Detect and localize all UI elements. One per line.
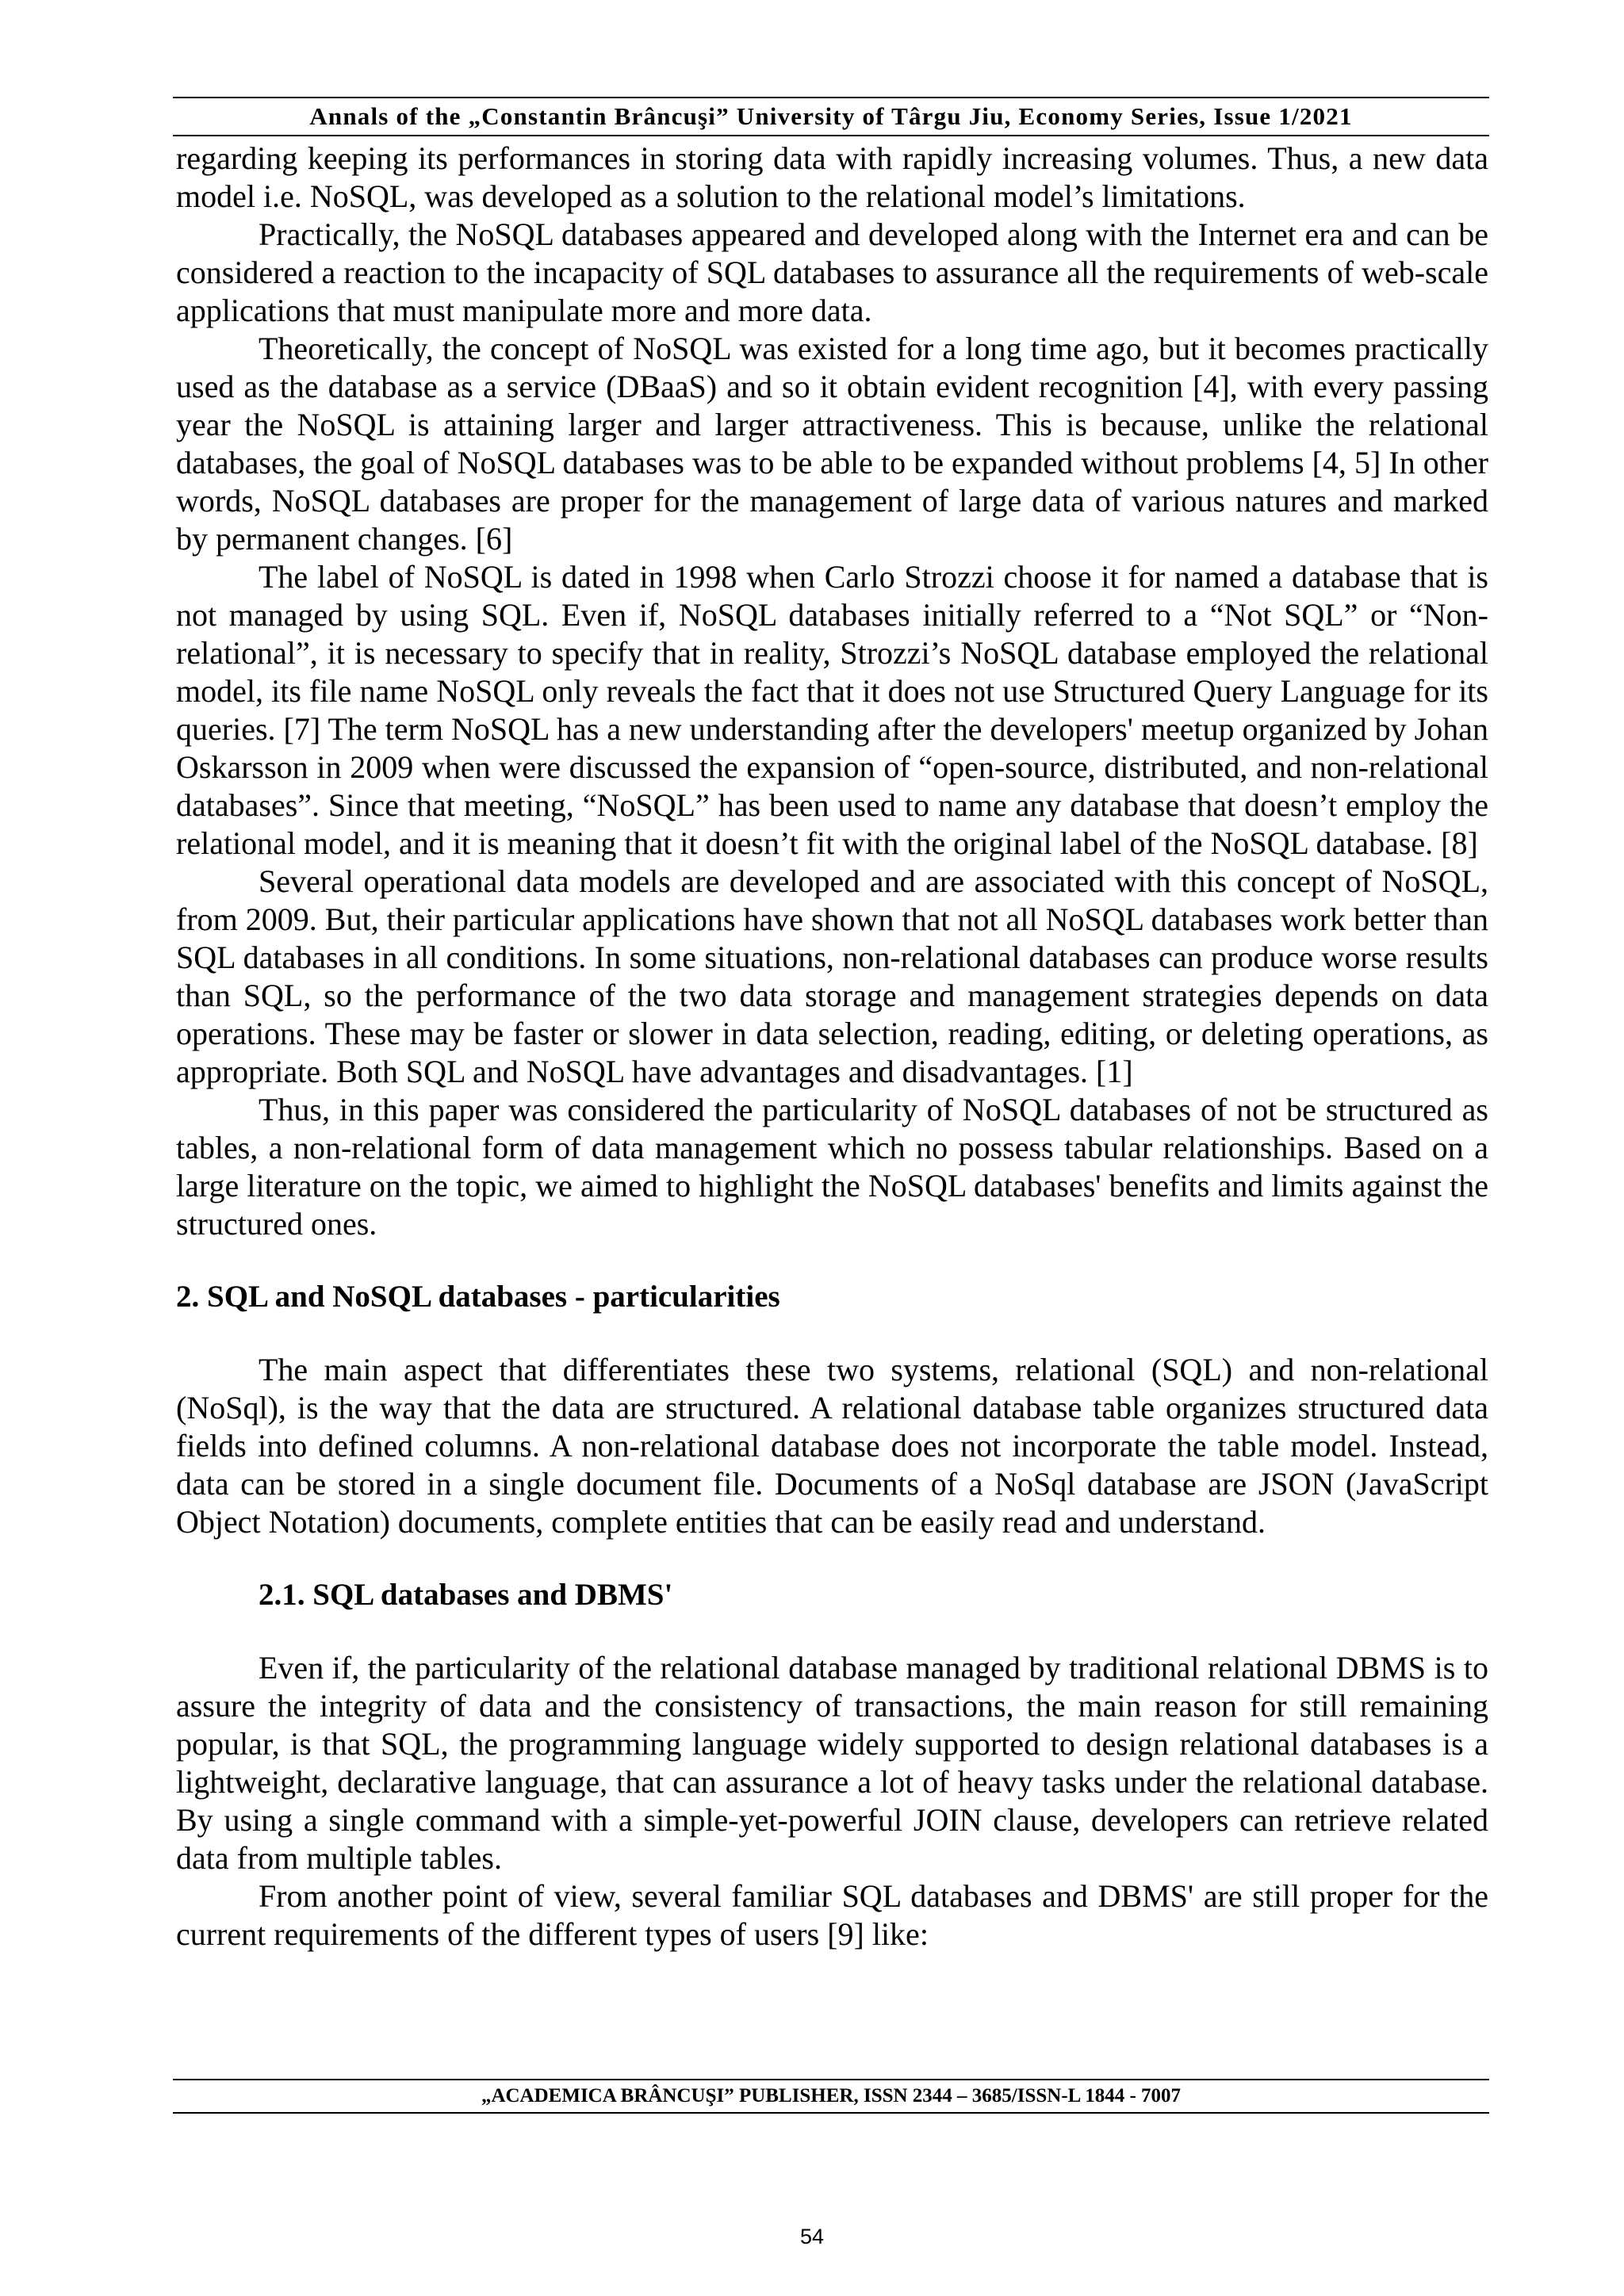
paragraph: Practically, the NoSQL databases appeared and developed along with the Internet era and can be considered a reaction to the incapacity of SQL databases to assurance all the requirements of web-scale applications that must manipulate more and more data. (176, 216, 1488, 328)
paragraph-continued: regarding keeping its performances in storing data with rapidly increasing volumes. Thus, a new data model i.e. NoSQL, was developed as a solution to the relational model’s limitations. (176, 140, 1488, 214)
paragraph: From another point of view, several familiar SQL databases and DBMS' are still proper for the current requirements of the different types of users [9] like: (176, 1878, 1488, 1952)
paragraph: The label of NoSQL is dated in 1998 when Carlo Strozzi choose it for named a database that is not managed by using SQL. Even if, NoSQL databases initially referred to a “Not SQL” or “Non-relational”, it is necessary to specify that in reality, Strozzi’s NoSQL database employed the relational model, its file name NoSQL only reveals the fact that it does not use Structured Query Language for its queries. [7] The term NoSQL has a new understanding after the developers' meetup organized by Johan Oskarsson in 2009 when were discussed the expansion of “open-source, distributed, and non-relational databases”. Since that meeting, “NoSQL” has been used to name any database that doesn’t employ the relational model, and it is meaning that it doesn’t fit with the original label of the NoSQL database. [8] (176, 559, 1488, 861)
subsection-heading: 2.1. SQL databases and DBMS' (259, 1578, 673, 1612)
article-body (176, 140, 1488, 1954)
paragraph: Theoretically, the concept of NoSQL was existed for a long time ago, but it becomes practically used as the database as a service (DBaaS) and so it obtain evident recognition [4], with every passing year the NoSQL is attaining larger and larger attractiveness. This is because, unlike the relational databases, the goal of NoSQL databases was to be able to be expanded without problems [4, 5] In other words, NoSQL databases are proper for the management of large data of various natures and marked by permanent changes. [6] (176, 331, 1488, 557)
paragraph: Several operational data models are developed and are associated with this concept of NoSQL, from 2009. But, their particular applications have shown that not all NoSQL databases work better than SQL databases in all conditions. In some situations, non-relational databases can produce worse results than SQL, so the performance of the two data storage and management strategies depends on data operations. These may be faster or slower in data selection, reading, editing, or deleting operations, as appropriate. Both SQL and NoSQL have advantages and disadvantages. [1] (176, 863, 1488, 1089)
page-number: 54 (799, 2225, 825, 2248)
paragraph: Thus, in this paper was considered the particularity of NoSQL databases of not be structured as tables, a non-relational form of data management which no possess tabular relationships. Based on a large literature on the topic, we aimed to highlight the NoSQL databases' benefits and limits against the structured ones. (176, 1092, 1488, 1242)
paragraph: Even if, the particularity of the relational database managed by traditional relational DBMS is to assure the integrity of data and the consistency of transactions, the main reason for still remaining popular, is that SQL, the programming language widely supported to design relational databases is a lightweight, declarative language, that can assurance a lot of heavy tasks under the relational database. By using a single command with a simple-yet-powerful JOIN clause, developers can retrieve related data from multiple tables. (176, 1650, 1488, 1876)
running-header: Annals of the „Constantin Brâncuşi” University of Târgu Jiu, Economy Series, Issue 1/2021 (173, 97, 1489, 136)
publisher-footer: „ACADEMICA BRÂNCUŞI” PUBLISHER, ISSN 2344 – 3685/ISSN-L 1844 - 7007 (173, 2079, 1489, 2114)
section-heading: 2. SQL and NoSQL databases - particularities (176, 1280, 780, 1314)
paragraph: The main aspect that differentiates these two systems, relational (SQL) and non-relational (NoSql), is the way that the data are structured. A relational database table organizes structured data fields into defined columns. A non-relational database does not incorporate the table model. Instead, data can be stored in a single document file. Documents of a NoSql database are JSON (JavaScript Object Notation) documents, complete entities that can be easily read and understand. (176, 1352, 1488, 1540)
